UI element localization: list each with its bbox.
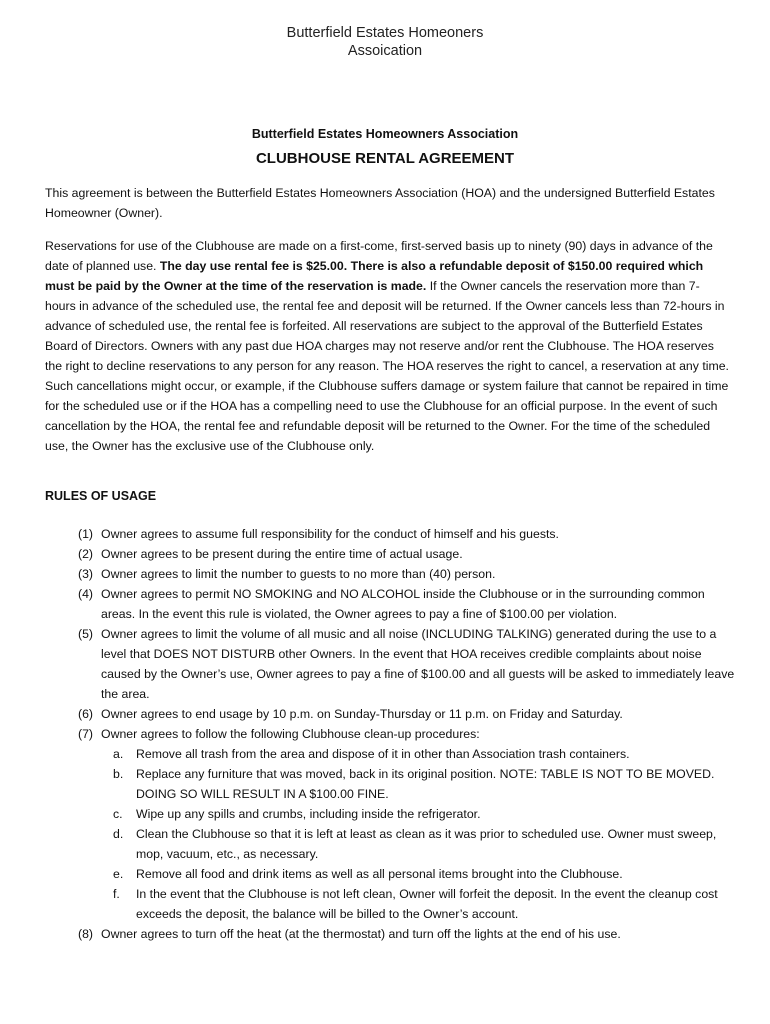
cleanup-letter: e. bbox=[113, 867, 124, 881]
rule-text: Owner agrees to limit the volume of all music and all noise (INCLUDING TALKING) generated during the use to a level that DOES NOT DISTURB other Owners. In the event that HOA receives credible complaints about noise caused by the Owner’s use, Owner agrees to pay a fine of $100.00 and all guests will be asked to immediately leave the area. bbox=[101, 627, 735, 701]
cleanup-item bbox=[45, 884, 735, 924]
rule-text: Owner agrees to be present during the entire time of actual usage. bbox=[101, 547, 463, 561]
intro-paragraph: This agreement is between the Butterfield Estates Homeowners Association (HOA) and the undersigned Butterfield Estates Homeowner (Owner). bbox=[45, 186, 715, 220]
rule-text: Owner agrees to limit the number to guests to no more than (40) person. bbox=[101, 567, 496, 581]
cleanup-item bbox=[45, 824, 735, 864]
rule-number: (7) bbox=[78, 727, 94, 741]
rule-number: (5) bbox=[78, 627, 94, 641]
cleanup-item bbox=[45, 804, 735, 824]
rule-item bbox=[45, 724, 735, 744]
cleanup-letter: c. bbox=[113, 807, 123, 821]
cleanup-text: Wipe up any spills and crumbs, including inside the refrigerator. bbox=[136, 807, 481, 821]
cleanup-text: Replace any furniture that was moved, back in its original position. NOTE: TABLE IS NOT TO BE MOVED. DOING SO WILL RESULT IN A $100.00 FINE. bbox=[136, 767, 715, 801]
cleanup-text: Remove all food and drink items as well as all personal items brought into the Clubhouse. bbox=[136, 867, 623, 881]
cleanup-letter: f. bbox=[113, 887, 120, 901]
rules-list bbox=[45, 524, 735, 944]
rule-item bbox=[45, 524, 735, 544]
rule-text: Owner agrees to turn off the heat (at the thermostat) and turn off the lights at the end of his use. bbox=[101, 927, 621, 941]
rule-item bbox=[45, 584, 735, 624]
document-title: CLUBHOUSE RENTAL AGREEMENT bbox=[255, 150, 515, 167]
header-line-1: Butterfield Estates Homeoners bbox=[286, 25, 484, 41]
rule-number: (4) bbox=[78, 587, 94, 601]
rule-number: (3) bbox=[78, 567, 94, 581]
cleanup-item bbox=[45, 744, 735, 764]
cleanup-letter: b. bbox=[113, 767, 124, 781]
cleanup-letter: a. bbox=[113, 747, 124, 761]
rules-heading: RULES OF USAGE bbox=[45, 489, 157, 503]
cleanup-text: Clean the Clubhouse so that it is left at least as clean as it was prior to scheduled use. Owner must sweep, mop, vacuum, etc., as necessary. bbox=[136, 827, 717, 861]
cleanup-text: In the event that the Clubhouse is not left clean, Owner will forfeit the deposit. In the event the cleanup cost exceeds the deposit, the balance will be billed to the Owner’s account. bbox=[136, 887, 718, 921]
rule-item bbox=[45, 544, 735, 564]
cleanup-letter: d. bbox=[113, 827, 124, 841]
cleanup-item bbox=[45, 764, 735, 804]
rule-number: (2) bbox=[78, 547, 94, 561]
header-line-2: Assoication bbox=[347, 43, 423, 59]
page-header bbox=[0, 24, 770, 60]
rule-item bbox=[45, 704, 735, 724]
organization-name: Butterfield Estates Homeowners Association bbox=[251, 127, 519, 141]
reservations-text-2: If the Owner cancels the reservation more than 7-hours in advance of the scheduled use, the rental fee and deposit will be returned. If the Owner cancels less than 72-hours in advance of scheduled use, the rental fee is forfeited. All reservations are subject to the approval of the Butterfield Estates Board of Directors. Owners with any past due HOA charges may not reserve and/or rent the Clubhouse. The HOA reserves the right to decline reservations to any person for any reason. The HOA reserves the right to cancel, a reservation at any time. Such cancellations might occur, or example, if the Clubhouse suffers damage or system failure that cannot be repaired in time for the scheduled use or if the HOA has a compelling need to use the Clubhouse for an official purpose. In the event of such cancellation by the HOA, the rental fee and refundable deposit will be returned to the Owner. For the time of the scheduled use, the Owner has the exclusive use of the Clubhouse only. bbox=[45, 279, 729, 453]
rule-text: Owner agrees to follow the following Clubhouse clean-up procedures: bbox=[101, 727, 480, 741]
rule-number: (1) bbox=[78, 527, 94, 541]
rule-item bbox=[45, 924, 735, 944]
rule-number: (6) bbox=[78, 707, 94, 721]
rule-text: Owner agrees to permit NO SMOKING and NO ALCOHOL inside the Clubhouse or in the surrounding common areas. In the event this rule is violated, the Owner agrees to pay a fine of $100.00 per violation. bbox=[101, 587, 705, 621]
cleanup-text: Remove all trash from the area and dispose of it in other than Association trash containers. bbox=[136, 747, 630, 761]
rule-text: Owner agrees to assume full responsibility for the conduct of himself and his guests. bbox=[101, 527, 559, 541]
rule-item bbox=[45, 624, 735, 704]
rule-item bbox=[45, 564, 735, 584]
rule-number: (8) bbox=[78, 927, 94, 941]
reservations-fee-text: The day use rental fee is $25.00. There is also a refundable deposit of $150.00 required which must be paid by the Owner at the time of the reservation is made. bbox=[45, 259, 704, 293]
cleanup-item bbox=[45, 864, 735, 884]
reservations-paragraph bbox=[45, 236, 730, 456]
rule-text: Owner agrees to end usage by 10 p.m. on Sunday-Thursday or 11 p.m. on Friday and Saturday. bbox=[101, 707, 623, 721]
reservations-text-1: Reservations for use of the Clubhouse are made on a first-come, first-served basis up to ninety (90) days in advance of the date of planned use. bbox=[45, 239, 713, 273]
